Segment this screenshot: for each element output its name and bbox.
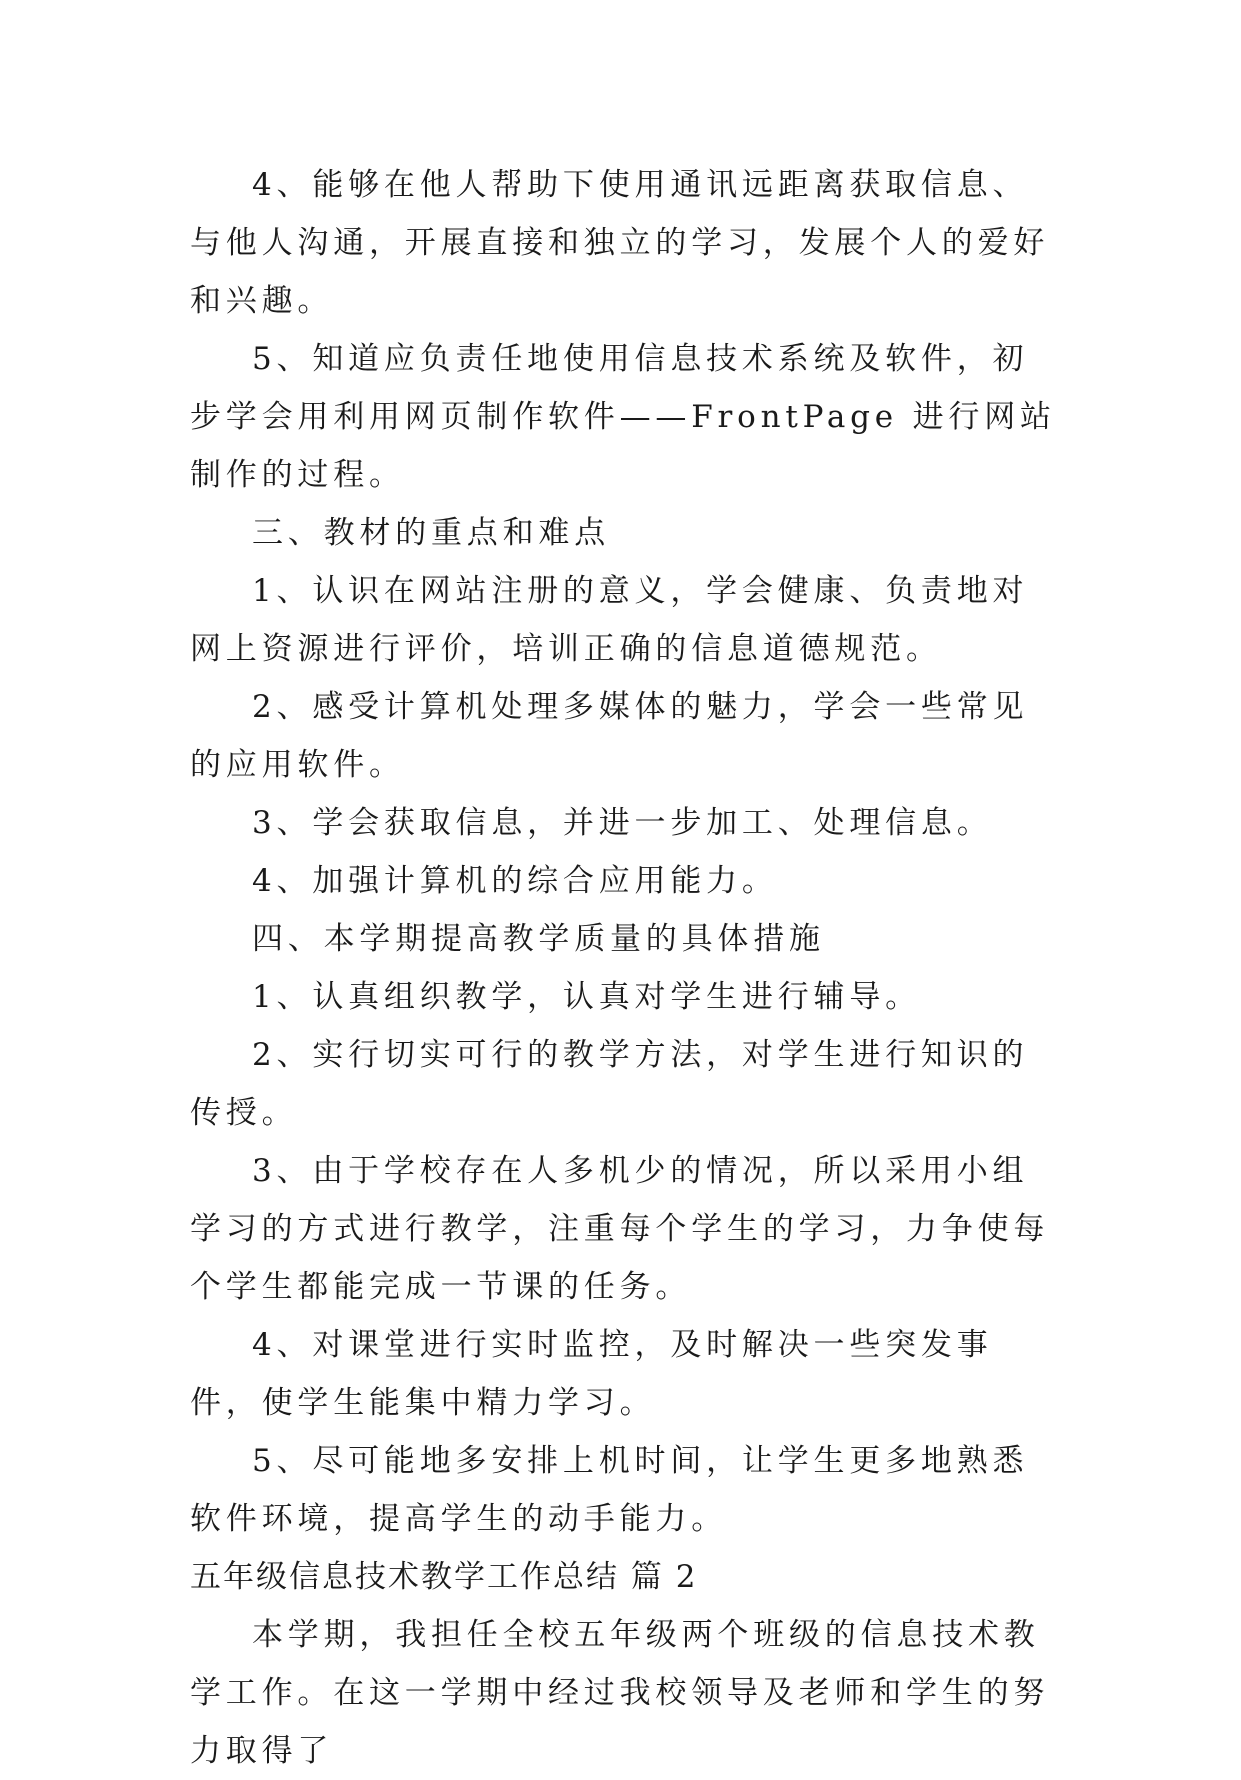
section-subheading: 四、本学期提高教学质量的具体措施 [252,921,825,957]
paragraph: 5、知道应负责任地使用信息技术系统及软件，初步学会用利用网页制作软件——FrontPage 进行网站制作的过程。 [190,341,1056,493]
paragraph: 4、加强计算机的综合应用能力。 [252,863,778,899]
paragraph: 4、能够在他人帮助下使用通讯远距离获取信息、与他人沟通，开展直接和独立的学习，发展个人的爱好和兴趣。 [190,167,1050,319]
paragraph: 2、实行切实可行的教学方法，对学生进行知识的传授。 [190,1037,1029,1131]
paragraph: 3、学会获取信息，并进一步加工、处理信息。 [252,805,993,841]
paragraph: 本学期，我担任全校五年级两个班级的信息技术教学工作。在这一学期中经过我校领导及老师和学生的努力取得了 [190,1617,1050,1769]
paragraph: 2、感受计算机处理多媒体的魅力，学会一些常见的应用软件。 [190,689,1029,783]
paragraph: 3、由于学校存在人多机少的情况，所以采用小组学习的方式进行教学，注重每个学生的学习，力争使每个学生都能完成一节课的任务。 [190,1153,1050,1305]
section-heading: 五年级信息技术教学工作总结 篇 2 [190,1559,698,1595]
paragraph: 5、尽可能地多安排上机时间，让学生更多地熟悉软件环境，提高学生的动手能力。 [190,1443,1029,1537]
section-subheading: 三、教材的重点和难点 [252,515,610,551]
paragraph: 4、对课堂进行实时监控，及时解决一些突发事件，使学生能集中精力学习。 [190,1327,993,1421]
paragraph: 1、认真组织教学，认真对学生进行辅导。 [252,979,921,1015]
paragraph: 1、认识在网站注册的意义，学会健康、负责地对网上资源进行评价，培训正确的信息道德规范。 [190,573,1029,667]
document-body [190,156,1060,1780]
